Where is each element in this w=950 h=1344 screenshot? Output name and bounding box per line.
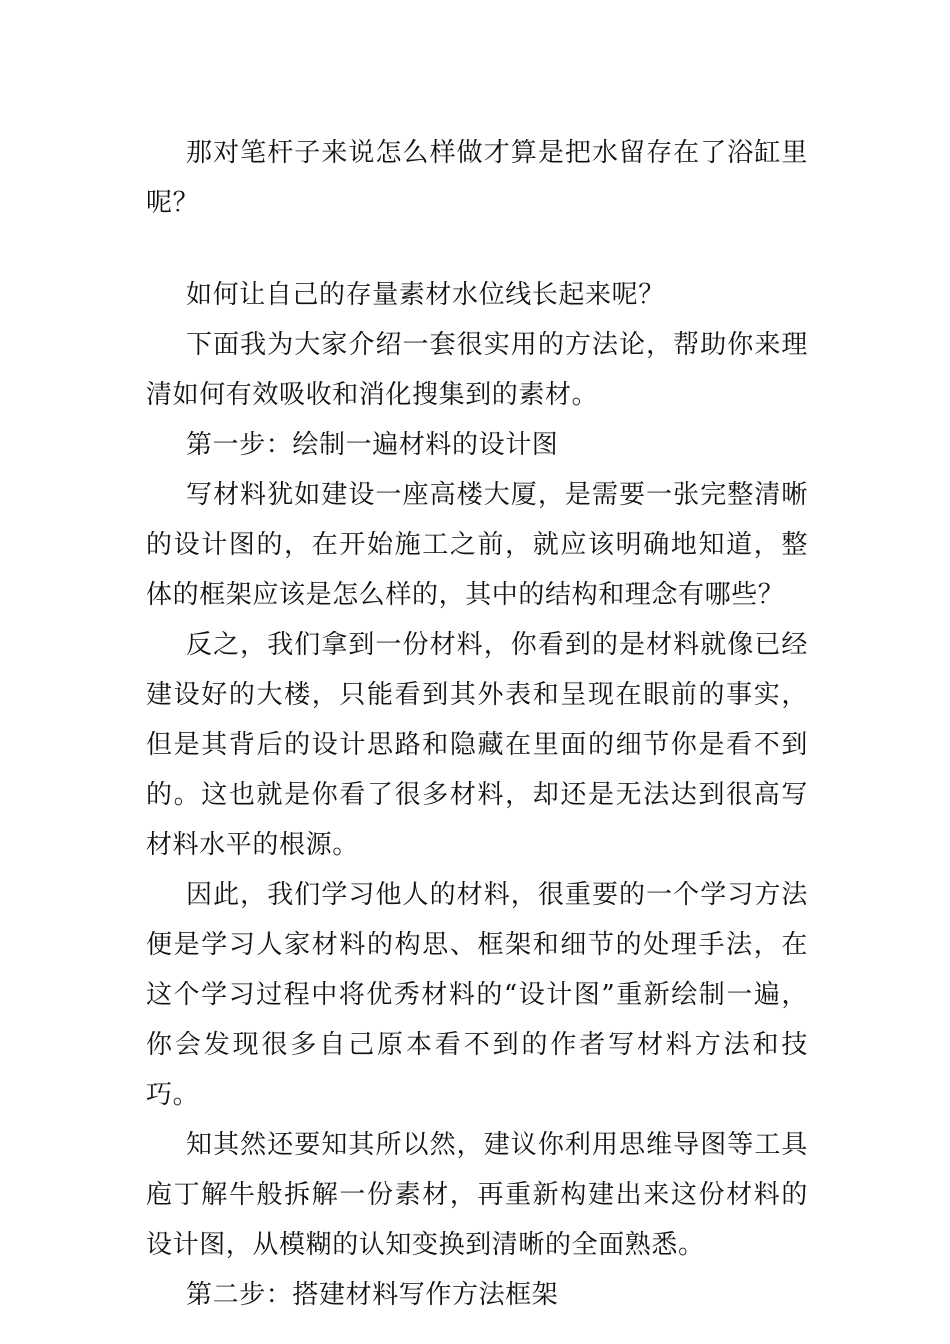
heading-step-one: 第一步：绘制一遍材料的设计图 bbox=[186, 430, 559, 460]
paragraph-question: 那对笔杆子来说怎么样做才算是把水留存在了浴缸里呢？ bbox=[146, 138, 808, 218]
paragraph-conversely: 反之，我们拿到一份材料，你看到的是材料就像已经建设好的大楼，只能看到其外表和呈现在眼前的事实，但是其背后的设计思路和隐藏在里面的细节你是看不到的。这也就是你看了很多材料，却还是无法达到很高写材料水平的根源。 bbox=[146, 630, 808, 860]
paragraph-blueprint: 写材料犹如建设一座高楼大厦，是需要一张完整清晰的设计图的，在开始施工之前，就应该明确地知道，整体的框架应该是怎么样的，其中的结构和理念有哪些？ bbox=[146, 480, 808, 610]
paragraph-water-level: 如何让自己的存量素材水位线长起来呢？ bbox=[186, 280, 665, 310]
paragraph-know-why: 知其然还要知其所以然，建议你利用思维导图等工具庖丁解牛般拆解一份素材，再重新构建出来这份材料的设计图，从模糊的认知变换到清晰的全面熟悉。 bbox=[146, 1130, 808, 1260]
paragraph-method-intro: 下面我为大家介绍一套很实用的方法论，帮助你来理清如何有效吸收和消化搜集到的素材。 bbox=[146, 330, 808, 410]
paragraph-therefore: 因此，我们学习他人的材料，很重要的一个学习方法便是学习人家材料的构思、框架和细节的处理手法，在这个学习过程中将优秀材料的“设计图”重新绘制一遍，你会发现很多自己原本看不到的作者写材料方法和技巧。 bbox=[146, 880, 808, 1110]
heading-step-two: 第二步：搭建材料写作方法框架 bbox=[186, 1280, 559, 1310]
document-body bbox=[146, 128, 808, 1320]
